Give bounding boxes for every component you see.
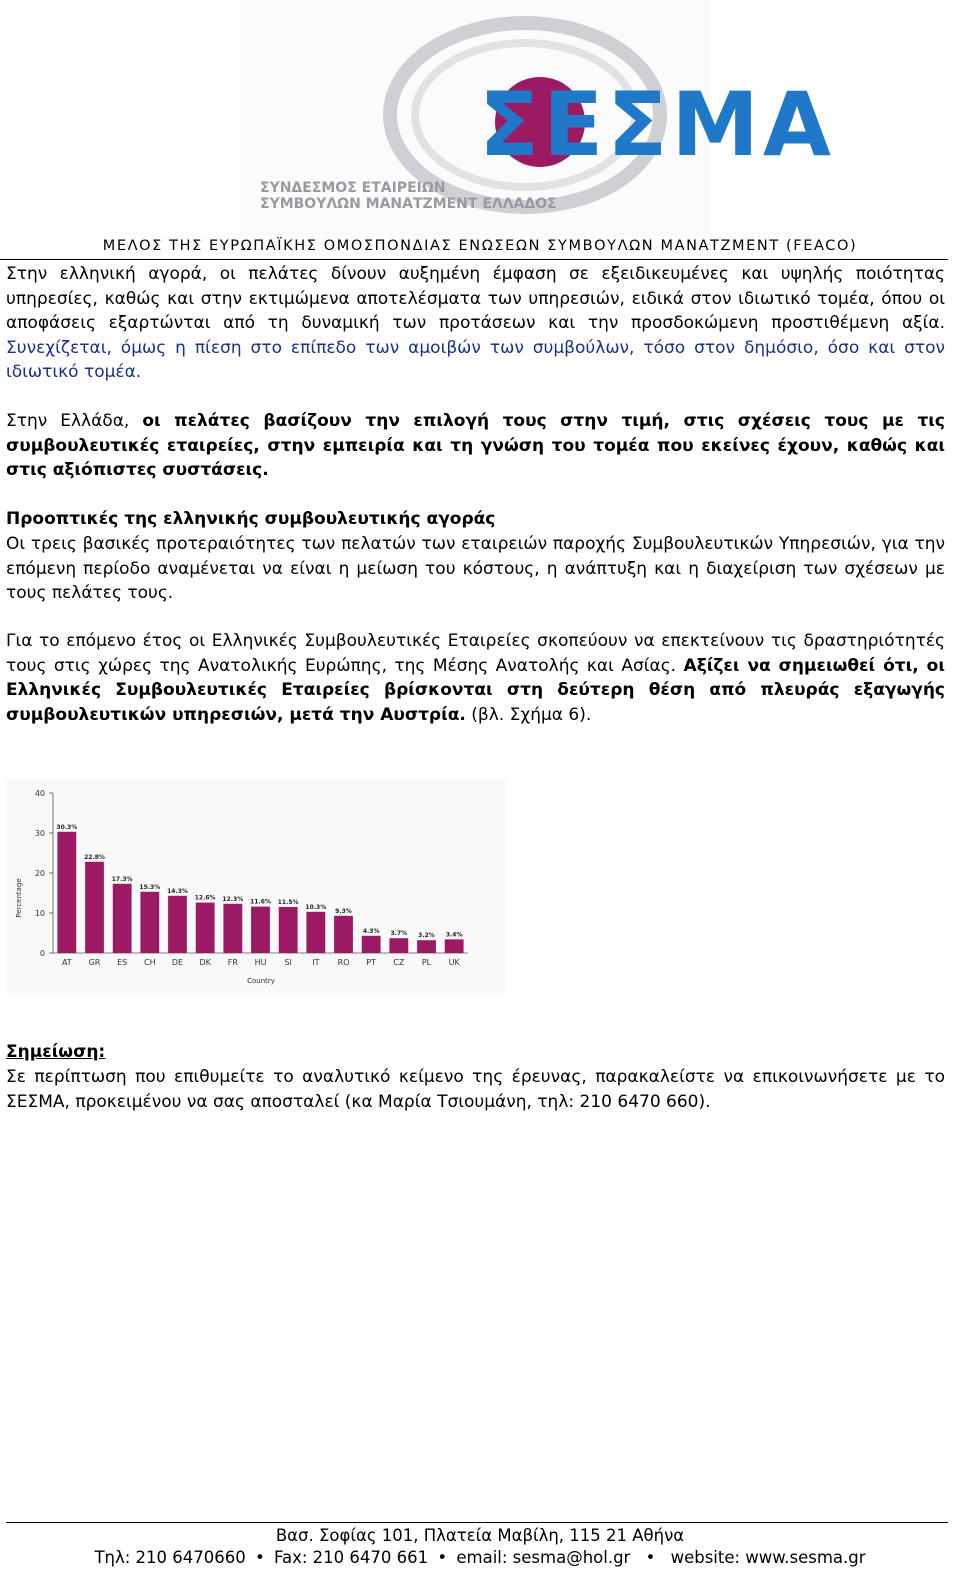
chart-bar-uk xyxy=(445,939,464,953)
chart-value-label: 3.7% xyxy=(390,930,408,938)
note-title: Σημείωση: xyxy=(6,1042,106,1062)
chart-ytick-label: 20 xyxy=(34,869,45,878)
logo xyxy=(240,0,836,236)
footer-website[interactable]: website: www.sesma.gr xyxy=(670,1548,866,1567)
chart-ylabel: Percentage xyxy=(15,878,23,918)
chart-xlabel: Country xyxy=(247,977,275,985)
chart-value-label: 3.2% xyxy=(418,932,435,940)
footer-email[interactable]: email: sesma@hol.gr xyxy=(456,1548,631,1567)
chart-xtick-label: CZ xyxy=(393,958,405,967)
export-chart xyxy=(6,780,506,995)
footer-address: Βασ. Σοφίας 101, Πλατεία Μαβίλη, 115 21 Αθήνα xyxy=(275,1526,685,1545)
chart-xtick-label: GR xyxy=(88,958,101,967)
chart-xtick-label: RO xyxy=(337,958,350,967)
chart-value-label: 9.3% xyxy=(335,907,352,915)
paragraph-1-highlight: Συνεχίζεται, όμως η πίεση στο επίπεδο των αμοιβών των συμβούλων, τόσο στον δημόσιο, όσο και στον ιδιωτικό τομέα. xyxy=(6,337,945,382)
paragraph-1-text: Στην ελληνική αγορά, οι πελάτες δίνουν αυξημένη έμφαση σε εξειδικευμένες και υψηλής ποιότητας υπηρεσίες, καθώς και στην εκτιμώμενα αποτελέσματα των υπηρεσιών, ειδικά στον ιδιωτικό τομέα, όπου οι αποφάσεις εξαρτώνται από τη δυναμική των προτάσεων και την προσδοκώμενη προστιθέμενη αξία. xyxy=(6,264,945,333)
chart-value-label: 12.3% xyxy=(222,895,244,903)
member-line: ΜΕΛΟΣ ΤΗΣ ΕΥΡΩΠΑΪΚΗΣ ΟΜΟΣΠΟΝΔΙΑΣ ΕΝΩΣΕΩΝ ΣΥΜΒΟΥΛΩΝ ΜΑΝΑΤΖΜΕΝΤ (FEACO) xyxy=(102,238,858,254)
chart-bar-ro xyxy=(334,916,353,953)
chart-value-label: 14.3% xyxy=(167,887,188,895)
section-heading: Προοπτικές της ελληνικής συμβουλευτικής αγοράς xyxy=(6,509,496,529)
paragraph-1 xyxy=(6,262,945,385)
chart-value-label: 15.3% xyxy=(139,883,161,891)
logo-graphic xyxy=(240,0,836,236)
chart-bar-gr xyxy=(85,862,104,953)
chart-value-label: 10.3% xyxy=(305,903,327,911)
note-text: Σε περίπτωση που επιθυμείτε το αναλυτικό κείμενο της έρευνας, παρακαλείστε να επικοινωνήσετε με το ΣΕΣΜΑ, προκειμένου να σας αποσταλεί (κα Μαρία Τσιουμάνη, τηλ: 210 6470 660). xyxy=(6,1067,945,1112)
chart-xtick-label: AT xyxy=(61,958,72,967)
chart-bar-at xyxy=(57,832,76,953)
paragraph-3: Οι τρεις βασικές προτεραιότητες των πελατών των εταιρειών παροχής Συμβουλευτικών Υπηρεσιών, για την επόμενη περίοδο αναμένεται να είναι η μείωση του κόστους, η ανάπτυξη και η διαχείριση των σχέσεων με τους πελάτες τους. xyxy=(6,534,945,603)
chart-bar-it xyxy=(306,912,325,953)
chart-xtick-label: HU xyxy=(254,958,267,967)
chart-value-label: 11.6% xyxy=(250,898,271,906)
chart-value-label: 11.5% xyxy=(277,899,299,906)
logo-line-2: ΣΥΜΒΟΥΛΩΝ ΜΑΝΑΤΖΜΕΝΤ ΕΛΛΑΔΟΣ xyxy=(260,196,557,212)
chart-bar-cz xyxy=(389,938,408,953)
header-divider xyxy=(0,259,948,260)
footer-phone: Τηλ: 210 6470660 xyxy=(94,1548,246,1567)
chart-value-label: 22.8% xyxy=(84,853,105,861)
chart-xtick-label: FR xyxy=(227,958,238,967)
paragraph-4 xyxy=(6,629,945,727)
paragraph-4-text: Για το επόμενο έτος οι Ελληνικές Συμβουλευτικές Εταιρείες σκοπεύουν να επεκτείνουν τις δραστηριότητές τους στις χώρες της Ανατολικής Ευρώπης, της Μέσης Ανατολής και Ασίας. xyxy=(6,631,945,676)
chart-bar-pt xyxy=(362,936,381,953)
chart-bar-hu xyxy=(251,907,270,953)
footer-contacts xyxy=(0,1548,960,1567)
footer-fax: Fax: 210 6470 661 xyxy=(274,1548,429,1567)
chart-ytick-label: 40 xyxy=(34,789,45,798)
chart-xtick-label: UK xyxy=(448,958,460,967)
chart-xtick-label: PL xyxy=(421,958,432,967)
paragraph-2-text: Στην Ελλάδα, xyxy=(6,411,143,431)
chart-xtick-label: IT xyxy=(312,958,320,967)
chart-ytick-label: 0 xyxy=(39,949,45,958)
logo-line-1: ΣΥΝΔΕΣΜΟΣ ΕΤΑΙΡΕΙΩΝ xyxy=(260,180,446,196)
export-chart-svg xyxy=(6,780,506,995)
chart-xtick-label: DE xyxy=(171,958,184,967)
paragraph-4-bold: Αξίζει να σημειωθεί ότι, οι Ελληνικές Συμβουλευτικές Εταιρείες βρίσκονται στη δεύτερη θέση από πλευράς εξαγωγής συμβουλευτικών υπηρεσιών, μετά την Αυστρία. xyxy=(6,655,945,725)
chart-bar-si xyxy=(279,907,298,953)
chart-bar-dk xyxy=(196,903,215,953)
chart-bar-ch xyxy=(140,892,159,953)
footer-bullet-3: • xyxy=(645,1548,656,1567)
chart-bar-es xyxy=(113,884,132,953)
chart-ytick-label: 10 xyxy=(34,909,45,918)
paragraph-2 xyxy=(6,409,945,483)
logo-wordmark: ΣΕΣΜΑ xyxy=(479,73,836,176)
footer-bullet-1: • xyxy=(255,1548,265,1567)
paragraph-2-bold: οι πελάτες βασίζουν την επιλογή τους στην τιμή, στις σχέσεις τους με τις συμβουλευτικές εταιρείες, στην εμπειρία και τη γνώση του τομέα που εκείνες έχουν, καθώς και στις αξιόπιστες συστάσεις. xyxy=(6,411,945,480)
chart-xtick-label: PT xyxy=(366,958,377,967)
chart-value-label: 4.3% xyxy=(362,927,380,935)
chart-xtick-label: DK xyxy=(199,958,211,967)
chart-bar-de xyxy=(168,896,187,953)
chart-value-label: 30.3% xyxy=(56,823,78,831)
footer-divider xyxy=(6,1522,948,1523)
chart-xtick-label: CH xyxy=(144,958,156,967)
chart-ytick-label: 30 xyxy=(34,829,45,838)
chart-bar-fr xyxy=(223,904,242,953)
paragraph-4-tail: (βλ. Σχήμα 6). xyxy=(465,704,592,725)
chart-bar-pl xyxy=(417,940,436,953)
chart-xtick-label: SI xyxy=(284,958,292,967)
chart-value-label: 17.3% xyxy=(111,875,133,883)
footer-bullet-2: • xyxy=(437,1548,448,1567)
chart-xtick-label: ES xyxy=(117,958,128,967)
chart-value-label: 12.6% xyxy=(194,894,216,902)
chart-value-label: 3.4% xyxy=(445,931,463,939)
